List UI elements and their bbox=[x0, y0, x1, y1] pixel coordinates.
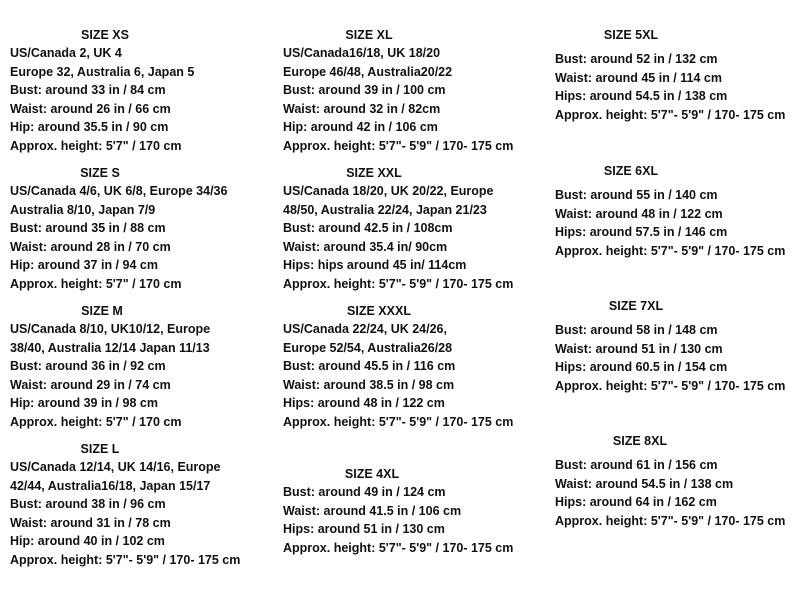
size-title: SIZE 5XL bbox=[603, 28, 659, 42]
size-line: Hips: around 48 in / 122 cm bbox=[283, 396, 445, 411]
size-line: Approx. height: 5'7"- 5'9" / 170- 175 cm bbox=[555, 243, 786, 258]
size-block-xl bbox=[283, 26, 513, 156]
size-line: Hip: around 37 in / 94 cm bbox=[10, 258, 158, 273]
size-line: Hip: around 39 in / 98 cm bbox=[10, 396, 158, 411]
size-title: SIZE L bbox=[80, 442, 120, 456]
size-line: Bust: around 55 in / 140 cm bbox=[555, 188, 718, 202]
size-line: Approx. height: 5'7" / 170 cm bbox=[10, 414, 182, 429]
size-line: Hip: around 40 in / 102 cm bbox=[10, 534, 165, 549]
size-line: Hips: around 51 in / 130 cm bbox=[283, 522, 445, 537]
size-title: SIZE S bbox=[80, 166, 120, 180]
size-block-s bbox=[10, 164, 227, 294]
size-title: SIZE XXL bbox=[346, 166, 402, 180]
size-block-m bbox=[10, 302, 210, 432]
size-line: Hips: around 54.5 in / 138 cm bbox=[555, 89, 728, 104]
size-title: SIZE M bbox=[81, 304, 123, 318]
size-line: Bust: around 58 in / 148 cm bbox=[555, 323, 718, 337]
size-line: Bust: around 61 in / 156 cm bbox=[555, 458, 718, 472]
size-block-xxl bbox=[283, 164, 513, 294]
size-line: Approx. height: 5'7"- 5'9" / 170- 175 cm bbox=[555, 513, 786, 528]
size-line: 48/50, Australia 22/24, Japan 21/23 bbox=[283, 202, 487, 217]
size-line: Hips: around 57.5 in / 146 cm bbox=[555, 225, 728, 240]
size-line: Approx. height: 5'7" / 170 cm bbox=[10, 138, 182, 153]
size-line: Waist: around 29 in / 74 cm bbox=[10, 377, 171, 392]
size-line: Bust: around 33 in / 84 cm bbox=[10, 83, 166, 98]
size-line: Waist: around 26 in / 66 cm bbox=[10, 101, 171, 116]
size-line: Bust: around 42.5 in / 108cm bbox=[283, 221, 453, 236]
size-line: Approx. height: 5'7"- 5'9" / 170- 175 cm bbox=[555, 107, 786, 122]
size-line: Approx. height: 5'7" / 170 cm bbox=[10, 276, 182, 291]
size-title: SIZE XXXL bbox=[347, 304, 411, 318]
size-line: Waist: around 28 in / 70 cm bbox=[10, 239, 171, 254]
size-line: Approx. height: 5'7"- 5'9" / 170- 175 cm bbox=[283, 414, 514, 429]
size-line: US/Canada 12/14, UK 14/16, Europe bbox=[10, 460, 221, 474]
size-line: Europe 32, Australia 6, Japan 5 bbox=[10, 64, 195, 79]
size-title: SIZE 7XL bbox=[608, 299, 664, 313]
size-line: US/Canada 18/20, UK 20/22, Europe bbox=[283, 184, 494, 198]
size-block-7xl bbox=[555, 297, 785, 395]
size-line: US/Canada 4/6, UK 6/8, Europe 34/36 bbox=[10, 184, 228, 198]
size-line: Bust: around 39 in / 100 cm bbox=[283, 83, 446, 98]
size-line: Waist: around 54.5 in / 138 cm bbox=[555, 476, 734, 491]
size-line: Bust: around 36 in / 92 cm bbox=[10, 359, 166, 374]
size-line: Bust: around 38 in / 96 cm bbox=[10, 497, 166, 512]
size-block-l bbox=[10, 440, 240, 570]
size-line: Approx. height: 5'7"- 5'9" / 170- 175 cm bbox=[283, 540, 514, 555]
size-line: Hips: hips around 45 in/ 114cm bbox=[283, 258, 467, 273]
size-line: US/Canada16/18, UK 18/20 bbox=[283, 46, 441, 60]
size-line: US/Canada 2, UK 4 bbox=[10, 46, 122, 60]
size-title: SIZE 6XL bbox=[603, 164, 659, 178]
size-line: Europe 46/48, Australia20/22 bbox=[283, 64, 453, 79]
size-block-6xl bbox=[555, 162, 785, 260]
size-block-5xl bbox=[555, 26, 785, 124]
size-line: Bust: around 45.5 in / 116 cm bbox=[283, 359, 456, 374]
size-line: Waist: around 48 in / 122 cm bbox=[555, 206, 723, 221]
size-line: Approx. height: 5'7"- 5'9" / 170- 175 cm bbox=[283, 276, 514, 291]
size-block-4xl bbox=[283, 465, 513, 557]
size-title: SIZE 4XL bbox=[344, 467, 400, 481]
size-block-xxxl bbox=[283, 302, 513, 432]
size-line: Waist: around 32 in / 82cm bbox=[283, 101, 441, 116]
size-block-xs bbox=[10, 26, 194, 156]
size-block-8xl bbox=[555, 432, 785, 530]
size-line: Waist: around 51 in / 130 cm bbox=[555, 341, 723, 356]
size-line: Waist: around 31 in / 78 cm bbox=[10, 515, 171, 530]
size-line: Hips: around 60.5 in / 154 cm bbox=[555, 360, 728, 375]
size-line: Waist: around 41.5 in / 106 cm bbox=[283, 503, 462, 518]
size-line: Approx. height: 5'7"- 5'9" / 170- 175 cm bbox=[10, 552, 241, 567]
size-line: Waist: around 38.5 in / 98 cm bbox=[283, 377, 455, 392]
size-line: Bust: around 49 in / 124 cm bbox=[283, 485, 446, 499]
size-line: Approx. height: 5'7"- 5'9" / 170- 175 cm bbox=[283, 138, 514, 153]
size-line: Australia 8/10, Japan 7/9 bbox=[10, 202, 156, 217]
size-title: SIZE XS bbox=[81, 28, 129, 42]
size-line: Hip: around 42 in / 106 cm bbox=[283, 120, 438, 135]
size-line: Waist: around 35.4 in/ 90cm bbox=[283, 239, 448, 254]
size-line: Hips: around 64 in / 162 cm bbox=[555, 495, 717, 510]
size-line: Bust: around 52 in / 132 cm bbox=[555, 52, 718, 66]
size-line: 38/40, Australia 12/14 Japan 11/13 bbox=[10, 340, 210, 355]
size-line: Bust: around 35 in / 88 cm bbox=[10, 221, 166, 236]
size-line: US/Canada 8/10, UK10/12, Europe bbox=[10, 322, 211, 336]
size-title: SIZE XL bbox=[345, 28, 393, 42]
size-line: Hip: around 35.5 in / 90 cm bbox=[10, 120, 169, 135]
size-line: Waist: around 45 in / 114 cm bbox=[555, 70, 722, 85]
size-line: Europe 52/54, Australia26/28 bbox=[283, 340, 453, 355]
size-title: SIZE 8XL bbox=[612, 434, 668, 448]
size-line: US/Canada 22/24, UK 24/26, bbox=[283, 322, 447, 336]
size-line: 42/44, Australia16/18, Japan 15/17 bbox=[10, 478, 211, 493]
size-line: Approx. height: 5'7"- 5'9" / 170- 175 cm bbox=[555, 378, 786, 393]
